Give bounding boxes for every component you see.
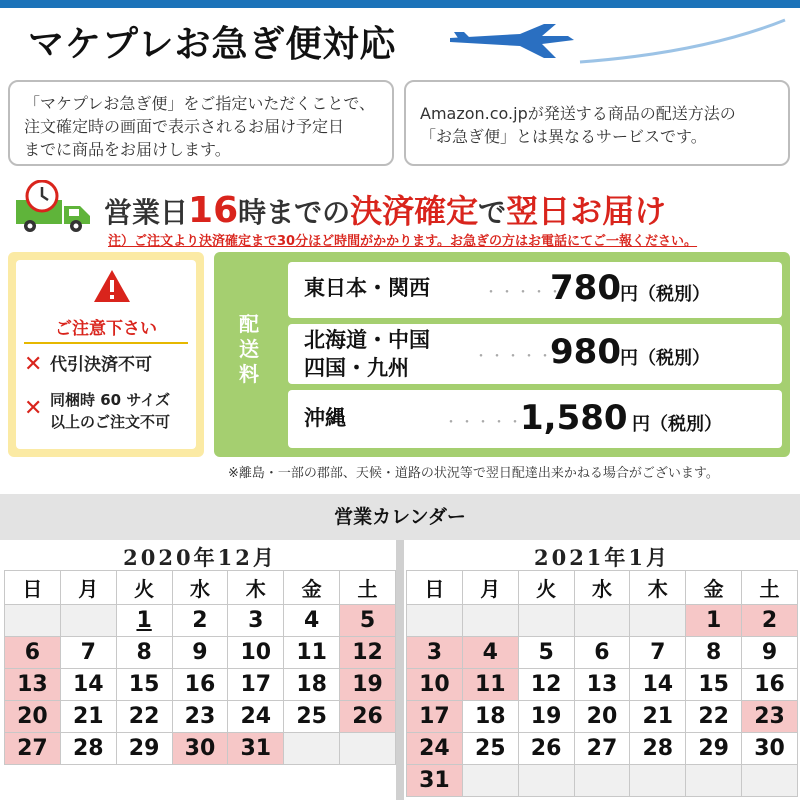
calendar-day: 2 [742,605,798,637]
calendar-empty-cell [630,765,686,797]
calendar-empty-cell [462,765,518,797]
calendar-empty-cell [340,733,396,765]
calendar-day: 10 [407,669,463,701]
calendar-day: 9 [172,637,228,669]
calendar-empty-cell [630,605,686,637]
calendar-week-row [407,701,798,733]
calendar-week-row [5,605,396,637]
calendar-day: 31 [407,765,463,797]
headline [104,186,666,232]
fee-label-char: 配 [239,312,259,336]
calendar-empty-cell [518,605,574,637]
calendar-day: 3 [407,637,463,669]
fee-dots: ・・・・・ [474,349,554,365]
calendar-empty-cell [518,765,574,797]
calendar-day: 14 [630,669,686,701]
fee-region: 北海道・中国 [304,328,430,352]
calendar-day: 13 [574,669,630,701]
fee-footnote: ※離島・一部の郡部、天候・道路の状況等で翌日配達出来かねる場合がございます。 [228,466,719,481]
calendar-day: 22 [116,701,172,733]
fee-region: 四国・九州 [304,356,409,380]
calendar-day: 5 [340,605,396,637]
calendar-month-title: 2021年1月 [533,545,671,570]
weekday-header: 日 [5,571,61,605]
calendar-empty-cell [686,765,742,797]
fee-price: 1,580 [520,398,628,438]
weekday-header: 月 [462,571,518,605]
calendar-week-row [407,669,798,701]
fee-row-okinawa [288,390,782,448]
fee-dots: ・・・・・ [484,285,564,301]
headline-hour: 16 [188,190,239,231]
calendar-day: 17 [407,701,463,733]
calendar-day: 28 [60,733,116,765]
caution-title: ご注意下さい [55,319,157,339]
headline-mid2: で [478,196,507,229]
warning-icon [92,268,132,304]
calendar-empty-cell [60,605,116,637]
fee-label-char: 料 [239,362,259,386]
calendar-week-row [5,733,396,765]
calendar-day: 16 [172,669,228,701]
fee-dots: ・・・・・ [444,415,524,431]
fee-region: 沖縄 [304,406,346,430]
calendar-day: 6 [5,637,61,669]
calendar-week-row [407,605,798,637]
weekday-header: 日 [407,571,463,605]
calendar-day: 15 [686,669,742,701]
headline-pre: 営業日 [104,196,189,229]
calendar-day: 27 [574,733,630,765]
calendar-day: 8 [116,637,172,669]
caution-panel [8,252,204,457]
calendar-day: 5 [518,637,574,669]
weekday-header: 金 [686,571,742,605]
caution-item-size-line2: 以上のご注文不可 [50,413,171,431]
calendar-day: 8 [686,637,742,669]
calendar-divider [396,540,404,800]
fee-price: 780 [550,268,621,308]
calendar-day: 1 [116,605,172,637]
calendar-day: 19 [340,669,396,701]
fee-row-west [288,324,782,384]
calendar-day: 31 [228,733,284,765]
info-right-line: 「お急ぎ便」とは異なるサービスです。 [420,127,707,147]
calendar-empty-cell [5,605,61,637]
calendar-empty-cell [462,605,518,637]
calendar-day: 13 [5,669,61,701]
calendar-week-row [5,669,396,701]
weekday-header: 木 [228,571,284,605]
calendar-day: 20 [574,701,630,733]
calendar-day: 25 [462,733,518,765]
calendar-day: 4 [284,605,340,637]
calendar-day: 25 [284,701,340,733]
calendar-day: 3 [228,605,284,637]
calendar-day: 11 [462,669,518,701]
info-box-right [404,80,790,166]
info-left-line: までに商品をお届けします。 [24,140,231,160]
calendar-day: 28 [630,733,686,765]
weekday-header: 土 [742,571,798,605]
calendar-empty-cell [407,605,463,637]
calendar-day: 17 [228,669,284,701]
shipping-fee-panel [214,252,790,457]
calendar-grid [4,570,396,765]
weekday-header: 月 [60,571,116,605]
calendar-month-title: 2020年12月 [123,545,277,570]
calendar-day: 26 [518,733,574,765]
caution-divider [24,342,188,344]
calendar-day: 7 [60,637,116,669]
calendar-day: 21 [60,701,116,733]
calendar-grid [406,570,798,797]
calendar-day: 9 [742,637,798,669]
calendar-day: 27 [5,733,61,765]
fee-region: 東日本・関西 [304,276,430,300]
calendar-week-row [407,733,798,765]
calendar-day: 30 [742,733,798,765]
calendar-day: 16 [742,669,798,701]
top-accent-bar [0,0,800,8]
calendar-empty-cell [574,605,630,637]
delivery-truck-clock-icon [14,180,94,234]
cross-icon: ✕ [24,396,43,421]
calendar-day: 23 [742,701,798,733]
calendar-day: 24 [228,701,284,733]
calendar-day: 24 [407,733,463,765]
calendar-day: 22 [686,701,742,733]
fee-price: 980 [550,332,621,372]
calendar-day: 20 [5,701,61,733]
calendar-day: 21 [630,701,686,733]
calendar-day: 12 [518,669,574,701]
calendar-day: 29 [686,733,742,765]
airplane-icon [440,12,790,72]
headline-note: 注）ご注文より決済確定まで30分ほど時間がかかります。お急ぎの方はお電話にてご一報ください。 [108,234,698,249]
calendar-day: 4 [462,637,518,669]
weekday-header-row [5,571,396,605]
calendar-day: 26 [340,701,396,733]
calendar-day: 12 [340,637,396,669]
calendar-week-row [407,765,798,797]
calendar-empty-cell [284,733,340,765]
info-box-left [8,80,394,166]
calendar-day: 30 [172,733,228,765]
cross-icon: ✕ [24,352,43,377]
calendar-day: 10 [228,637,284,669]
weekday-header: 土 [340,571,396,605]
weekday-header: 金 [284,571,340,605]
weekday-header: 火 [518,571,574,605]
weekday-header: 木 [630,571,686,605]
fee-label-char: 送 [239,337,259,361]
calendar-day: 2 [172,605,228,637]
caution-item-cod: 代引決済不可 [50,355,152,375]
calendar-empty-cell [742,765,798,797]
weekday-header: 水 [172,571,228,605]
weekday-header: 水 [574,571,630,605]
calendar-day: 29 [116,733,172,765]
headline-mid: 時までの [238,196,351,229]
calendar-day: 15 [116,669,172,701]
calendar-month [4,540,396,800]
calendar-week-row [407,637,798,669]
fee-unit: 円（税別） [620,284,710,305]
calendar-day: 23 [172,701,228,733]
calendar-day: 14 [60,669,116,701]
calendar-week-row [5,701,396,733]
fee-unit: 円（税別） [620,348,710,369]
calendar-day: 11 [284,637,340,669]
calendar-day: 7 [630,637,686,669]
fee-unit: 円（税別） [632,414,722,435]
calendar-day: 6 [574,637,630,669]
calendar-heading: 営業カレンダー [0,494,800,540]
calendar-day: 1 [686,605,742,637]
headline-emph-nextday: 翌日お届け [506,192,667,230]
info-left-line: 注文確定時の画面で表示されるお届け予定日 [24,117,345,137]
calendar-week-row [5,637,396,669]
caution-item-size-line1: 同梱時 60 サイズ [50,391,171,409]
weekday-header: 火 [116,571,172,605]
calendar-empty-cell [574,765,630,797]
calendar-day: 18 [284,669,340,701]
calendar-month [406,540,798,800]
calendar-day: 18 [462,701,518,733]
fee-row-east [288,262,782,318]
headline-emph-settlement: 決済確定 [350,192,479,230]
info-left-line: 「マケプレお急ぎ便」をご指定いただくことで、 [24,94,376,113]
shipping-fee-label [234,312,264,387]
weekday-header-row [407,571,798,605]
page-title: マケプレお急ぎ便対応 [28,24,397,65]
info-right-line: Amazon.co.jpが発送する商品の配送方法の [420,104,736,123]
calendar-day: 19 [518,701,574,733]
